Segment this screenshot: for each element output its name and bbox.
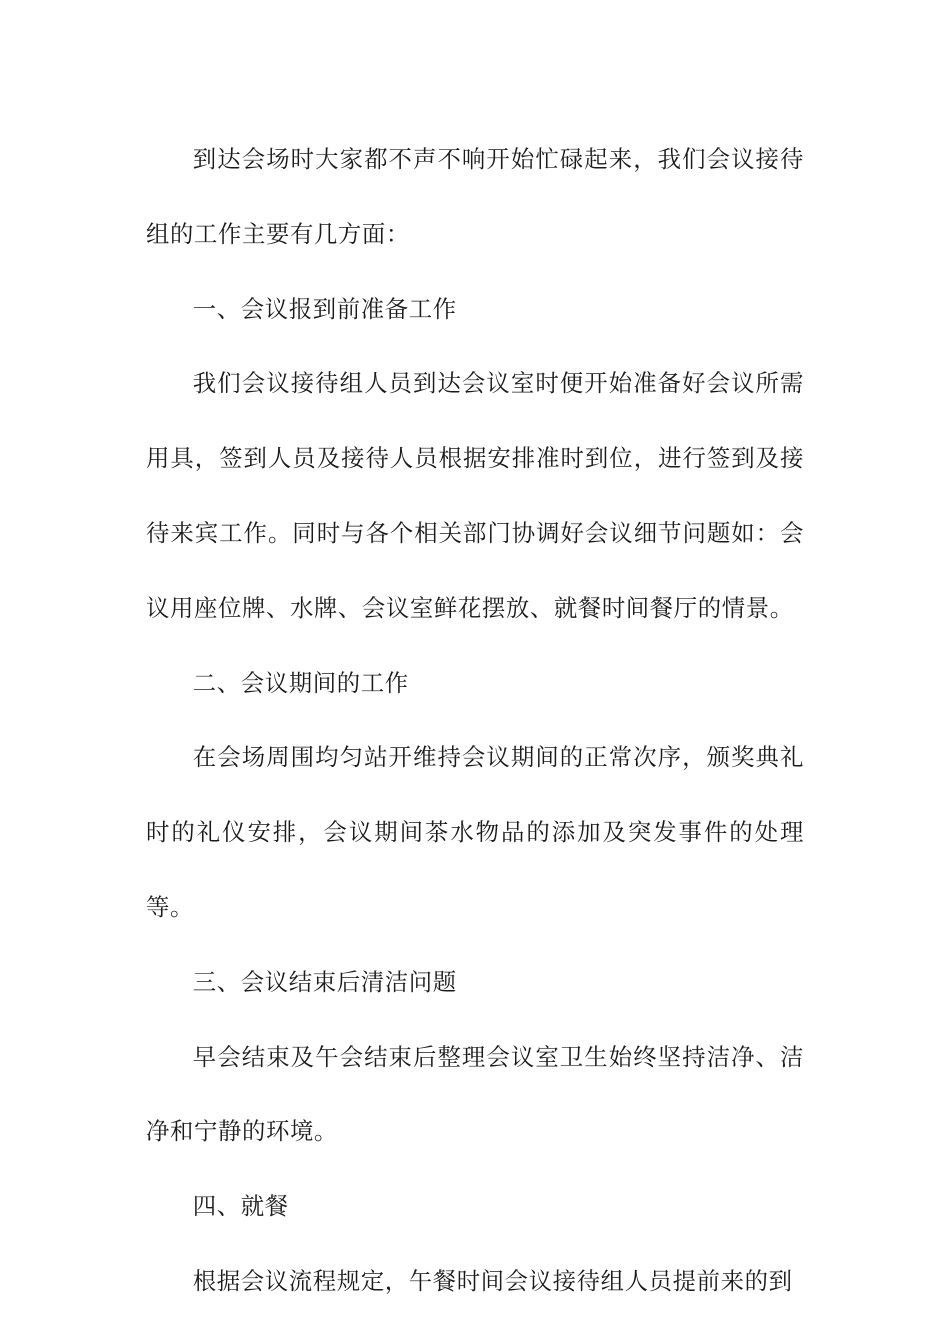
section-heading-4: 四、就餐 <box>192 1192 289 1221</box>
section-heading-3: 三、会议结束后清洁问题 <box>192 967 457 996</box>
document-body <box>146 122 804 1319</box>
paragraph-section-1: 我们会议接待组人员到达会议室时便开始准备好会议所需用具，签到人员及接待人员根据安排准时到位，进行签到及接待来宾工作。同时与各个相关部门协调好会议细节问题如：会议用座位牌、水牌、会议室鲜花摆放、就餐时间餐厅的情景。 <box>146 369 804 622</box>
paragraph-section-2: 在会场周围均匀站开维持会议期间的正常次序，颁奖典礼时的礼仪安排，会议期间茶水物品的添加及突发事件的处理等。 <box>146 743 804 921</box>
paragraph-intro: 到达会场时大家都不声不响开始忙碌起来，我们会议接待组的工作主要有几方面： <box>146 145 804 248</box>
section-heading-2: 二、会议期间的工作 <box>192 668 409 697</box>
paragraph-section-4: 根据会议流程规定，午餐时间会议接待组人员提前来的到 <box>192 1266 793 1295</box>
section-heading-1: 一、会议报到前准备工作 <box>192 294 457 323</box>
paragraph-section-3: 早会结束及午会结束后整理会议室卫生始终坚持洁净、洁净和宁静的环境。 <box>146 1042 804 1146</box>
